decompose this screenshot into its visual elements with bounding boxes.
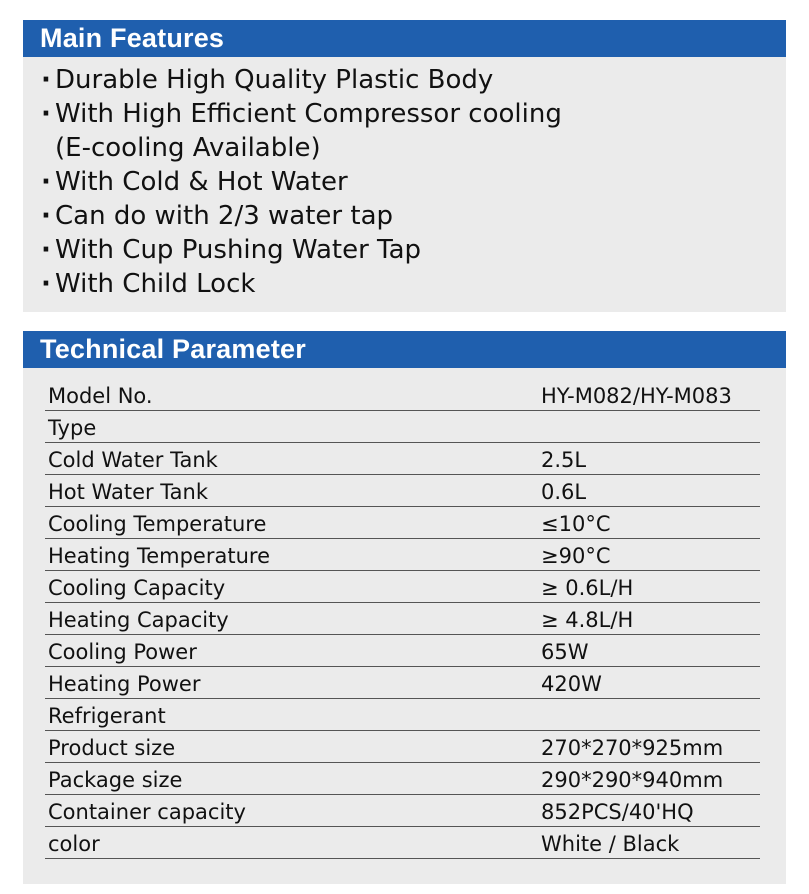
- param-value: 270*270*925mm: [538, 731, 760, 763]
- feature-item: [41, 63, 786, 97]
- param-key: Heating Temperature: [45, 539, 538, 571]
- feature-item: [41, 233, 786, 267]
- param-key: Cold Water Tank: [45, 443, 538, 475]
- feature-item-continuation: [41, 131, 786, 165]
- param-value: 852PCS/40'HQ: [538, 795, 760, 827]
- param-value: ≥ 4.8L/H: [538, 603, 760, 635]
- feature-text: With Child Lock: [55, 269, 256, 299]
- main-features-panel: [23, 57, 786, 312]
- table-row: [45, 475, 760, 507]
- param-key: Container capacity: [45, 795, 538, 827]
- feature-text: With Cup Pushing Water Tap: [55, 235, 422, 265]
- param-value: [538, 699, 760, 731]
- feature-text: Durable High Quality Plastic Body: [55, 65, 494, 95]
- table-row: [45, 763, 760, 795]
- table-row: [45, 539, 760, 571]
- param-key: color: [45, 827, 538, 859]
- parameter-table: [45, 379, 760, 859]
- param-value: ≤10°C: [538, 507, 760, 539]
- bullet: ·: [41, 65, 51, 95]
- param-value: 65W: [538, 635, 760, 667]
- param-value: ≥ 0.6L/H: [538, 571, 760, 603]
- feature-text: With High Efficient Compressor cooling: [55, 99, 562, 129]
- bullet: ·: [41, 99, 51, 129]
- table-row: [45, 827, 760, 859]
- technical-parameter-panel: [23, 368, 786, 884]
- param-value: White / Black: [538, 827, 760, 859]
- table-row: [45, 795, 760, 827]
- feature-text: With Cold & Hot Water: [55, 167, 348, 197]
- param-key: Cooling Temperature: [45, 507, 538, 539]
- table-row: [45, 379, 760, 411]
- param-key: Refrigerant: [45, 699, 538, 731]
- feature-item: [41, 199, 786, 233]
- bullet: ·: [41, 269, 51, 299]
- feature-text: Can do with 2/3 water tap: [55, 201, 394, 231]
- param-value: [538, 411, 760, 443]
- param-key: Heating Capacity: [45, 603, 538, 635]
- param-key: Product size: [45, 731, 538, 763]
- bullet: ·: [41, 201, 51, 231]
- table-row: [45, 667, 760, 699]
- param-key: Cooling Power: [45, 635, 538, 667]
- param-value: ≥90°C: [538, 539, 760, 571]
- param-key: Type: [45, 411, 538, 443]
- param-key: Package size: [45, 763, 538, 795]
- technical-parameter-heading: Technical Parameter: [23, 331, 786, 368]
- param-key: Heating Power: [45, 667, 538, 699]
- param-value: 420W: [538, 667, 760, 699]
- table-row: [45, 507, 760, 539]
- table-row: [45, 443, 760, 475]
- table-row: [45, 699, 760, 731]
- param-value: 2.5L: [538, 443, 760, 475]
- param-key: Cooling Capacity: [45, 571, 538, 603]
- param-key: Hot Water Tank: [45, 475, 538, 507]
- table-row: [45, 603, 760, 635]
- param-value: 0.6L: [538, 475, 760, 507]
- param-value: 290*290*940mm: [538, 763, 760, 795]
- bullet: ·: [41, 167, 51, 197]
- feature-item: [41, 165, 786, 199]
- bullet: ·: [41, 235, 51, 265]
- table-row: [45, 571, 760, 603]
- feature-text: (E-cooling Available): [55, 133, 321, 163]
- param-value: HY-M082/HY-M083: [538, 379, 760, 411]
- feature-item: [41, 97, 786, 131]
- main-features-heading: Main Features: [23, 20, 786, 57]
- table-row: [45, 411, 760, 443]
- param-key: Model No.: [45, 379, 538, 411]
- table-row: [45, 635, 760, 667]
- table-row: [45, 731, 760, 763]
- feature-item: [41, 267, 786, 301]
